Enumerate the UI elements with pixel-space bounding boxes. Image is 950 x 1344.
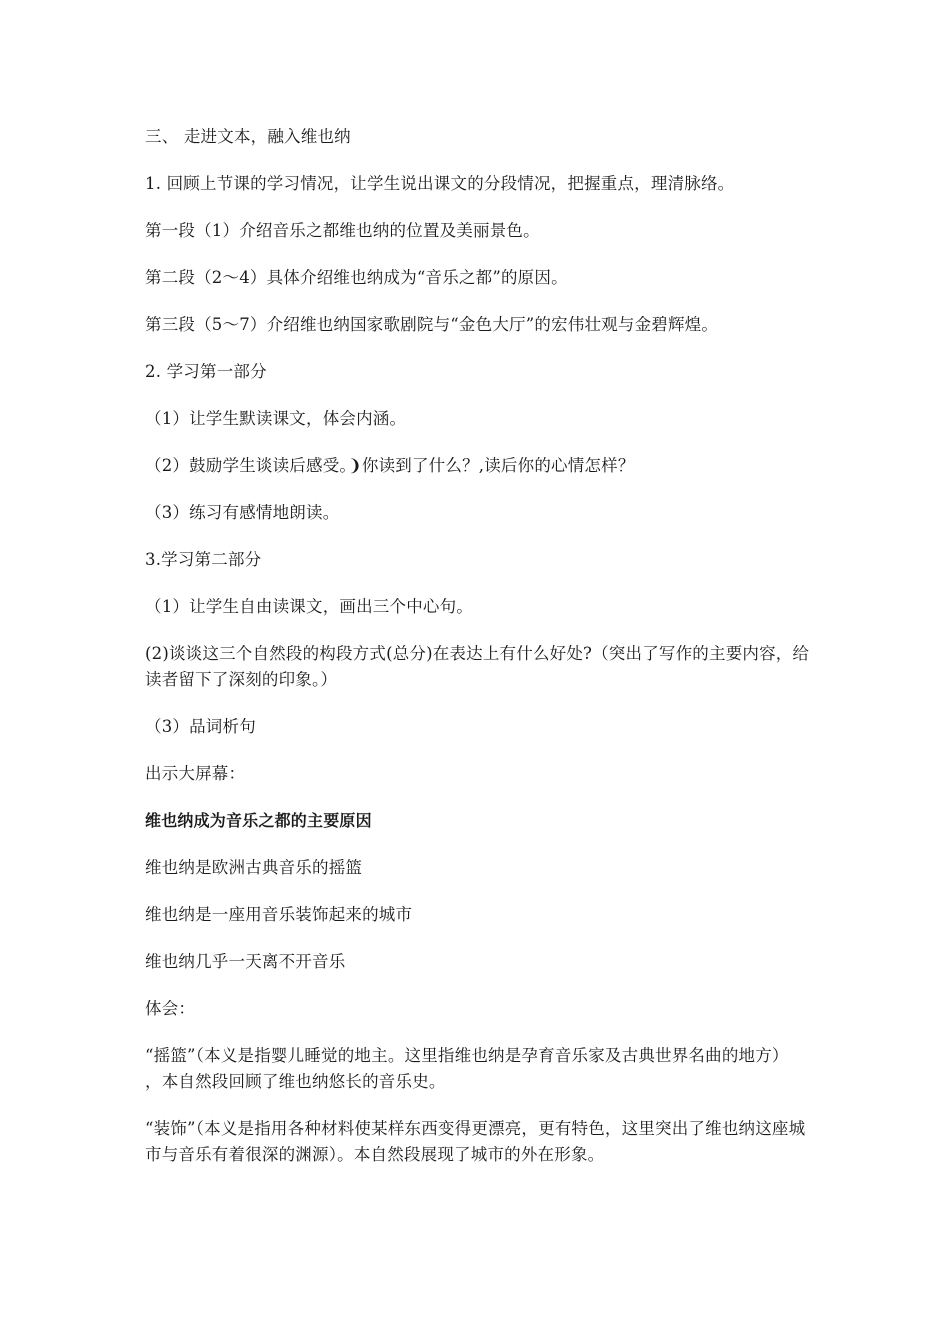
step-2-item-1: （1）让学生默读课文，体会内涵。 bbox=[145, 409, 407, 428]
section-heading: 三、 走进文本，融入维也纳 bbox=[145, 127, 351, 146]
step-3-heading: 3.学习第二部分 bbox=[145, 550, 262, 569]
reason-2: 维也纳是一座用音乐装饰起来的城市 bbox=[145, 905, 413, 924]
reflection-label: 体会： bbox=[145, 999, 196, 1018]
reason-1: 维也纳是欧洲古典音乐的摇篮 bbox=[145, 858, 363, 877]
paragraph-segment-2: 第二段（2～4）具体介绍维也纳成为“音乐之都”的原因。 bbox=[145, 268, 568, 287]
step-2-item-2: （2）鼓励学生谈读后感受。❩你读到了什么？,读后你的心情怎样？ bbox=[145, 456, 635, 475]
reason-3: 维也纳几乎一天离不开音乐 bbox=[145, 952, 346, 971]
step-2-item-3: （3）练习有感情地朗读。 bbox=[145, 503, 340, 522]
document-body bbox=[145, 124, 810, 1189]
step-3-item-3: （3）品词析句 bbox=[145, 717, 256, 736]
step-2-heading: 2. 学习第一部分 bbox=[145, 362, 267, 381]
step-1-review: 1. 回顾上节课的学习情况，让学生说出课文的分段情况，把握重点，理清脉络。 bbox=[145, 174, 735, 193]
word-analysis-decoration: “装饰”（本义是指用各种材料使某样东西变得更漂亮，更有特色，这里突出了维也纳这座城市与音乐有着很深的渊源）。本自然段展现了城市的外在形象。 bbox=[145, 1119, 806, 1164]
screen-display-label: 出示大屏幕： bbox=[145, 764, 246, 783]
main-reasons-title: 维也纳成为音乐之都的主要原因 bbox=[145, 811, 372, 830]
step-3-item-1: （1）让学生自由读课文，画出三个中心句。 bbox=[145, 597, 473, 616]
step-3-item-2: (2)谈谈这三个自然段的构段方式(总分)在表达上有什么好处?（突出了写作的主要内容，给读者留下了深刻的印象。） bbox=[145, 644, 810, 689]
paragraph-segment-1: 第一段（1）介绍音乐之都维也纳的位置及美丽景色。 bbox=[145, 221, 540, 240]
word-analysis-cradle: “摇篮”（本义是指婴儿睡觉的地主。这里指维也纳是孕育音乐家及古典世界名曲的地方） ，本自然段回顾了维也纳悠长的音乐史。 bbox=[145, 1046, 789, 1091]
paragraph-segment-3: 第三段（5～7）介绍维也纳国家歌剧院与“金色大厅”的宏伟壮观与金碧辉煌。 bbox=[145, 315, 719, 334]
